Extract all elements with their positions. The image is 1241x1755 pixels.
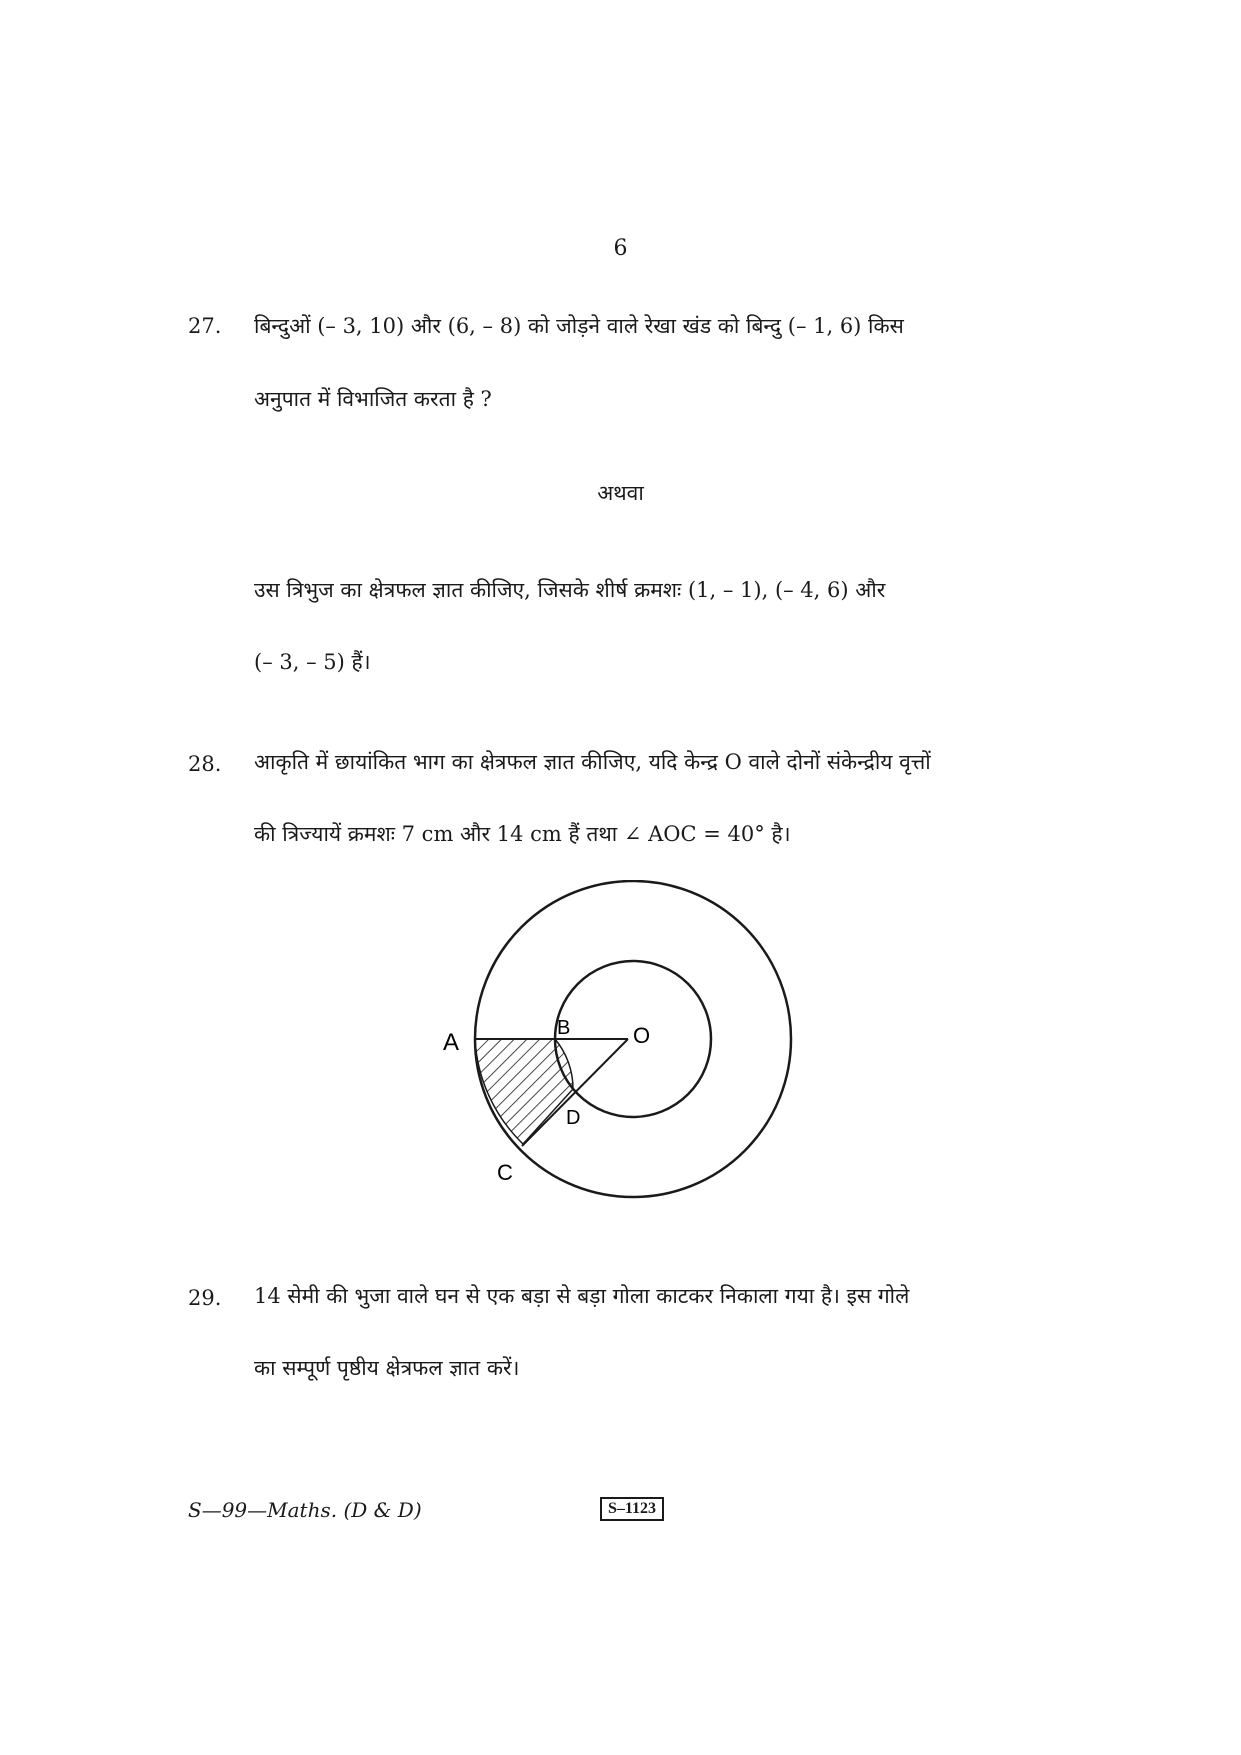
question-number: 28. — [188, 752, 222, 776]
question-number: 29. — [188, 1286, 222, 1310]
label-o: O — [633, 1023, 651, 1048]
paper-reference: S—99—Maths. (D & D) — [188, 1498, 422, 1522]
label-b: B — [557, 1017, 571, 1039]
question-text-line: की त्रिज्यायें क्रमशः 7 cm और 14 cm हैं तथा ∠ AOC = 40° है। — [254, 822, 791, 846]
question-text-line: अनुपात में विभाजित करता है ? — [254, 387, 492, 411]
question-text-line: आकृति में छायांकित भाग का क्षेत्रफल ज्ञात कीजिए, यदि केन्द्र O वाले दोनों संकेन्द्रीय वृत्तों — [254, 750, 931, 774]
question-text-line: बिन्दुओं (– 3, 10) और (6, – 8) को जोड़ने वाले रेखा खंड को बिन्दु (– 1, 6) किस — [254, 314, 904, 338]
or-label: अथवा — [597, 481, 644, 505]
question-number: 27. — [188, 314, 222, 338]
concentric-circles-figure — [430, 880, 810, 1220]
question-text-line: 14 सेमी की भुजा वाले घन से एक बड़ा से बड़ा गोला काटकर निकाला गया है। इस गोले — [254, 1284, 910, 1308]
label-c: C — [497, 1160, 513, 1185]
paper-code: S–1123 — [600, 1497, 664, 1521]
label-a: A — [443, 1029, 460, 1056]
question-text-line: उस त्रिभुज का क्षेत्रफल ज्ञात कीजिए, जिसके शीर्ष क्रमशः (1, – 1), (– 4, 6) और — [254, 578, 886, 602]
label-d: D — [566, 1107, 581, 1129]
question-text-line: (– 3, – 5) हैं। — [254, 650, 371, 674]
question-text-line: का सम्पूर्ण पृष्ठीय क्षेत्रफल ज्ञात करें। — [254, 1356, 520, 1380]
shaded-region — [475, 1039, 573, 1144]
page-number: 6 — [613, 236, 628, 261]
